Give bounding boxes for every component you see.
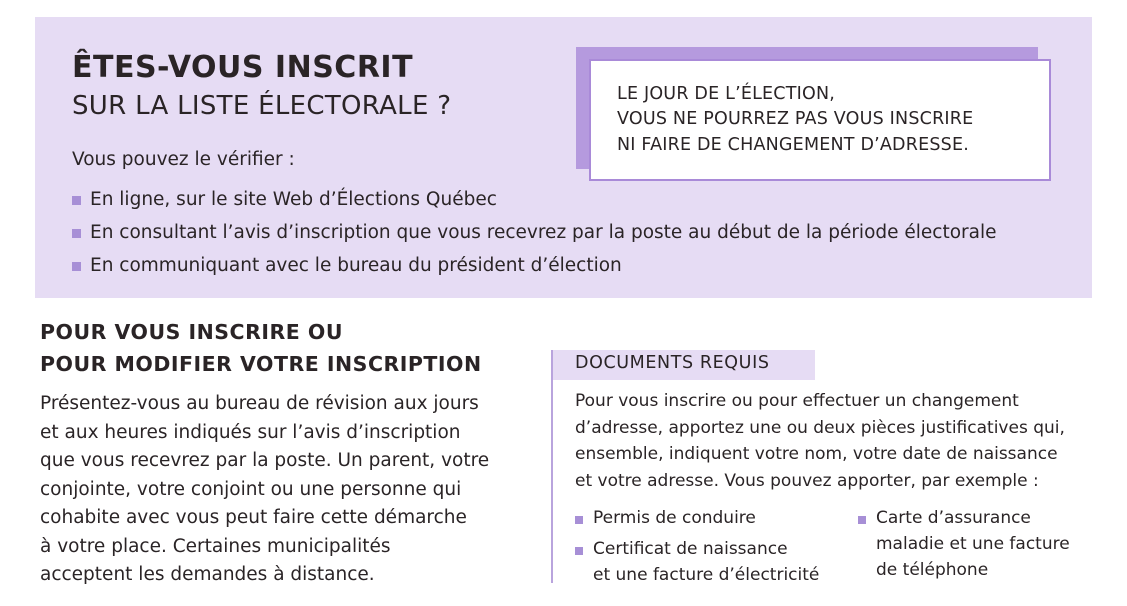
list-item-text: En communiquant avec le bureau du président d’élection — [90, 255, 622, 276]
intro-line: ensemble, indiquent votre nom, votre date de naissance — [575, 444, 1058, 464]
document-item — [858, 505, 1070, 583]
intro-line: et votre adresse. Vous pouvez apporter, par exemple : — [575, 470, 1039, 491]
list-item-text: En consultant l’avis d’inscription que vous recevrez par la poste au début de la période électorale — [90, 222, 997, 243]
bullet-square-icon — [72, 262, 81, 271]
document-item-line: Certificat de naissance — [593, 539, 788, 559]
bullet-square-icon — [858, 516, 866, 524]
body-line: conjointe, votre conjoint ou une personne qui — [40, 478, 462, 500]
document-item-line: et une facture d’électricité — [593, 565, 820, 585]
documents-tab — [553, 350, 815, 380]
intro-line: d’adresse, apportez une ou deux pièces justificatives qui, — [575, 417, 1065, 438]
documents-intro — [575, 388, 1065, 494]
register-heading: POUR MODIFIER VOTRE INSCRIPTION — [40, 352, 482, 376]
list-item-text: En ligne, sur le site Web d’Élections Québec — [90, 189, 497, 210]
document-item-line: Permis de conduire — [593, 508, 756, 528]
notice-line: NI FAIRE DE CHANGEMENT D’ADRESSE. — [617, 135, 969, 155]
bullet-square-icon — [72, 196, 81, 205]
document-item — [575, 505, 756, 531]
intro-line: Pour vous inscrire ou pour effectuer un changement — [575, 391, 1019, 411]
body-line: que vous recevrez par la poste. Un parent, votre — [40, 450, 490, 471]
bullet-square-icon — [575, 547, 583, 555]
verify-list — [72, 183, 997, 282]
column-divider — [551, 350, 553, 583]
panel-title: ÊTES-VOUS INSCRIT — [72, 50, 414, 85]
body-line: acceptent les demandes à distance. — [40, 564, 375, 585]
body-line: à votre place. Certaines municipalités — [40, 535, 391, 557]
list-item — [72, 183, 997, 216]
notice-line: LE JOUR DE L’ÉLECTION, — [617, 84, 836, 104]
bullet-square-icon — [575, 516, 583, 524]
body-line: cohabite avec vous peut faire cette démarche — [40, 507, 467, 528]
body-line: Présentez-vous au bureau de révision aux jours — [40, 393, 479, 414]
document-item-line: Carte d’assurance — [876, 508, 1031, 528]
body-line: et aux heures indiqués sur l’avis d’inscription — [40, 421, 461, 443]
document-item-line: maladie et une facture — [876, 534, 1070, 554]
verify-intro: Vous pouvez le vérifier : — [72, 149, 295, 170]
documents-title: DOCUMENTS REQUIS — [575, 353, 770, 373]
notice-line: VOUS NE POURREZ PAS VOUS INSCRIRE — [617, 109, 974, 129]
document-item-line: de téléphone — [876, 560, 989, 580]
panel-subtitle: SUR LA LISTE ÉLECTORALE ? — [72, 91, 452, 121]
register-heading: POUR VOUS INSCRIRE OU — [40, 320, 344, 344]
list-item — [72, 249, 997, 282]
document-item — [575, 536, 819, 588]
election-day-notice — [589, 59, 1051, 181]
register-body — [40, 390, 540, 590]
bullet-square-icon — [72, 229, 81, 238]
list-item — [72, 216, 997, 249]
